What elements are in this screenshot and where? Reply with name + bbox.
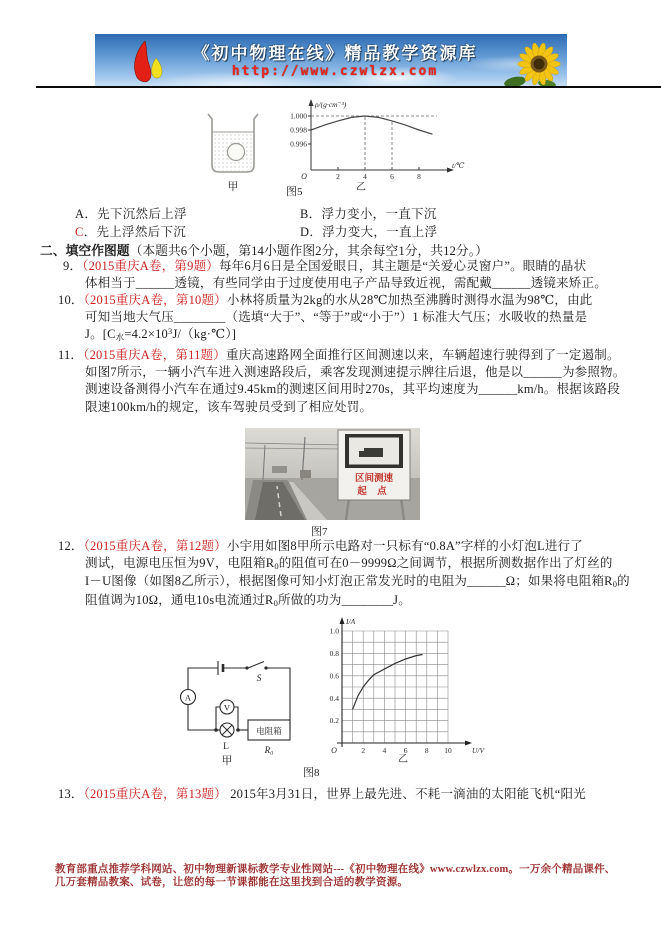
question-body: 小林将质量为2kg的水从28℃加热至沸腾时测得水温为98℃，由此 可知当地大气压________（选填“大于”、“等于”或“小于”）1 标准大气压；水吸收的热量是 J。[C水$=4.2\times 10^3J/(kg\cdot℃)$] [85,293,593,343]
option-letter-A: A [75,207,85,221]
figure8-caption: 图8 [303,767,320,779]
question-number: 12． [58,539,84,553]
question-tag: （2015重庆A卷，第13题） [83,787,227,801]
svg-text:1.0: 1.0 [329,626,339,636]
section-heading [40,240,488,259]
footer-line2: 几万套精品教案、试卷，让您的每一节课都能在这里找到合适的教学资源。 [55,877,409,888]
svg-text:ρ/(g·cm⁻³): ρ/(g·cm⁻³) [315,100,347,109]
question-number: 11． [58,348,84,362]
svg-text:8: 8 [417,172,421,181]
ammeter-label: A [184,692,192,703]
option-b: B．浮力变小，一直下沉 [300,207,437,221]
question-tag: （2015重庆A卷，第9题） [82,259,219,273]
question-13 [58,786,661,803]
distant-sign [300,470,311,478]
svg-text:6: 6 [403,746,408,755]
lamp-label: L [223,742,229,752]
density-chart [291,96,481,198]
figure7-caption: 图7 [311,526,328,538]
svg-text:6: 6 [390,172,394,181]
option-letter-D: D [300,225,310,239]
switch-symbol [248,662,264,669]
question-body: 2015年3月31日，世界上最先进、不耗一滴油的太阳能飞机“阳光 [226,787,586,801]
svg-text:乙: 乙 [398,754,408,765]
svg-text:0.4: 0.4 [329,693,339,703]
svg-text:U/V: U/V [472,746,485,755]
footer-line1: 教育部重点推荐学科网站、初中物理新课标教学专业性网站---《初中物理在线》www.czwlzx.com。一万余个精品课件、 [55,864,616,875]
question-number: 9． [63,259,83,273]
svg-text:4: 4 [363,172,367,181]
voltmeter-label: V [223,702,231,713]
svg-text:t/℃: t/℃ [452,161,465,170]
site-footer [55,863,620,889]
question-11 [58,347,661,416]
question-number: 10． [58,293,84,307]
sunflower-icon [499,40,565,88]
resistance-box-label: 电阻箱 [256,726,282,736]
svg-text:4: 4 [382,746,387,755]
resistance-box-name: R₀ [264,745,274,755]
banner-title: 《初中物理在线》精品教学资源库 [192,44,478,63]
banner-url[interactable]: http://www.czwlzx.com [231,64,439,79]
question-tag: （2015重庆A卷，第10题） [83,293,227,307]
option-letter-B: B [300,207,309,221]
svg-text:0.2: 0.2 [329,716,339,726]
figure5-caption: 图5 [286,186,303,198]
svg-text:0.996: 0.996 [290,139,307,149]
beaker-figure [198,110,268,194]
svg-text:0.998: 0.998 [290,125,307,135]
flame-logo-icon [123,38,171,86]
svg-text:10: 10 [444,746,452,755]
option-d: D．浮力变大，一直上浮 [300,225,438,239]
svg-text:O: O [331,746,337,755]
distant-gantry [272,466,287,473]
figure7-photo [245,428,420,520]
question-number: 13． [58,787,84,801]
question-12 [58,538,661,610]
option-letter-C: C [75,225,84,239]
circuit-diagram [180,660,300,766]
option-c: C．先上浮然后下沉 [75,225,187,239]
question-10 [58,292,661,345]
section-desc: （本题共6个小题，第14小题作图2分，其余每空1分，共12分。） [129,244,488,258]
vehicle-icon [364,448,383,457]
site-banner [95,34,567,88]
sign-text-line2: 起 点 [357,487,391,497]
question-tag: （2015重庆A卷，第12题） [83,539,227,553]
switch-label: S [256,674,262,684]
svg-text:I/A: I/A [346,617,356,626]
svg-text:O: O [301,172,307,181]
question-body: 重庆高速路网全面推行区间测速以来，车辆超速行驶得到了一定遏制。 如图7所示，一辆小汽车进入测速路段后，乘客发现测速提示牌往后退，他是以______为参照物。 测速设备测得小汽车在通过9.45km的测速区间用时270s，其平均速度为______km/h。根据该路段 限速100km/h的规定，该车驾驶员受到了相应处罚。 [85,348,626,414]
svg-text:8: 8 [424,746,429,755]
banner-divider [36,86,661,88]
question-9 [63,258,661,292]
option-a: A．先下沉然后上浮 [75,207,187,221]
svg-text:2: 2 [361,746,366,755]
beaker-label: 甲 [227,181,239,193]
circuit-sublabel: 甲 [221,755,233,767]
question-tag: （2015重庆A卷，第11题） [83,348,226,362]
svg-text:1.000: 1.000 [290,111,307,121]
section-title: 二、填空作图题 [40,244,130,258]
svg-text:0.6: 0.6 [329,671,339,681]
question-body: 每年6月6日是全国爱眼日，其主题是“关爱心灵窗户”。眼睛的晶状 体相当于______透镜，有些同学由于过度使用电子产品导致近视，需配戴______透镜来矫正。 [85,259,607,291]
svg-text:0.8: 0.8 [329,649,339,658]
iu-chart [315,614,495,768]
svg-text:2: 2 [336,172,340,181]
sign-text-line1: 区间测速 [354,474,394,484]
question-body: 小宇用如图8甲所示电路对一只标有“0.8A”字样的小灯泡L进行了 测试，电源电压恒为9V，电阻箱R0的阻值可在0－9999Ω之间调节，根据所测数据作出了灯丝的 I－U图像（如图8乙所示），根据图像可知小灯泡正常发光时的电阻为______Ω；如果将电阻箱R0的 阻值调为10Ω，通电10s电流通过R0所做的功为________J。 [85,539,630,608]
floating-ball [228,144,245,161]
svg-text:乙: 乙 [356,182,366,193]
